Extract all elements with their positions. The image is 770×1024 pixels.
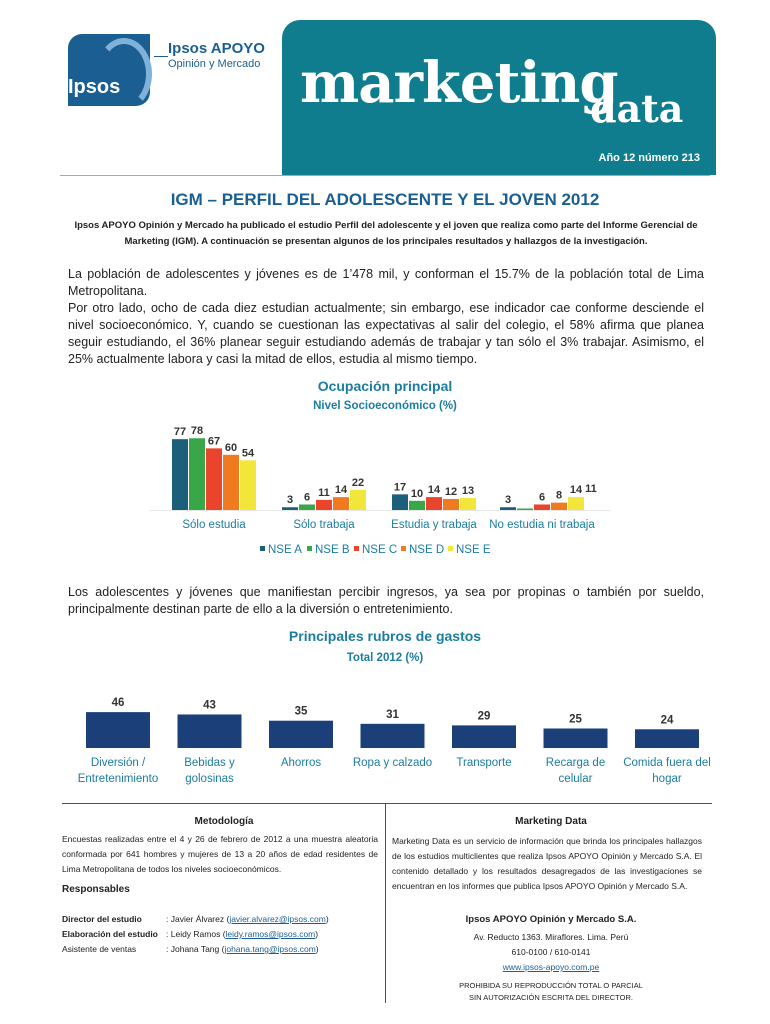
bar-1-3 xyxy=(333,497,349,510)
reproduction-notice-1: PROHIBIDA SU REPRODUCCIÓN TOTAL O PARCIAL xyxy=(459,981,643,990)
expense-category-label: Ahorros xyxy=(280,757,322,769)
expense-category-label: Ropa y calzado xyxy=(352,757,433,769)
expense-category-label: Comida fuera del xyxy=(623,757,711,769)
bar-1-2 xyxy=(316,500,332,510)
bar-0-3 xyxy=(223,455,239,510)
bar-label: 6 xyxy=(303,491,311,504)
legend-swatch xyxy=(448,546,453,551)
bar-3-2 xyxy=(534,504,550,510)
bar-0-0 xyxy=(172,439,188,510)
expense-bar xyxy=(361,724,425,748)
company-phone: 610-0100 / 610-0141 xyxy=(511,947,591,957)
occupation-chart xyxy=(150,414,620,564)
article-title: IGM – PERFIL DEL ADOLESCENTE Y EL JOVEN 2012 xyxy=(170,190,600,209)
bar-label: 77 xyxy=(173,426,187,439)
legend-label: NSE E xyxy=(456,544,491,556)
footer-vertical-divider xyxy=(385,803,386,1003)
bar-3-1 xyxy=(517,509,533,511)
article-intro: Ipsos APOYO Opinión y Mercado ha publicado el estudio Perfil del adolescente y el joven que realiza como parte del Informe Gerencial de Marketing (IGM). A continuación se presentan algunos de los principales resultados y hallazgos de la investigación. xyxy=(74,220,698,247)
brand-divider xyxy=(154,56,168,57)
expense-bar-label: 29 xyxy=(477,710,491,723)
legend-swatch xyxy=(260,546,265,551)
bar-2-4 xyxy=(460,498,476,510)
bar-label: 78 xyxy=(190,425,204,438)
expense-bar xyxy=(544,729,608,749)
expense-bar-label: 46 xyxy=(111,697,125,710)
paragraph-occupation: Por otro lado, ocho de cada diez estudian actualmente; sin embargo, ese indicador cae conforme desciende el nivel socioeconómico. Y, cuando se cuestionan las expectativas al salir del colegio, el 58% afirma que planea seguir estudiando, el 36% planear seguir estudiando además de trabajar y tan sólo el 3% trabajar. Asimismo, el 25% actualmente labora y casi la mitad de ellos, estudia al mismo tiempo. xyxy=(68,301,704,366)
brand-tagline: Opinión y Mercado xyxy=(168,58,261,70)
expense-category-label: golosinas xyxy=(185,773,234,785)
bar-1-0 xyxy=(282,507,298,510)
bar-0-1 xyxy=(189,438,205,510)
expense-bar-label: 25 xyxy=(569,713,582,726)
legend-label: NSE B xyxy=(315,544,350,556)
logo-text: Ipsos xyxy=(68,76,121,98)
expense-bar xyxy=(269,721,333,748)
expense-category-label: hogar xyxy=(652,773,682,785)
paragraph-population: La población de adolescentes y jóvenes es de 1’478 mil, y conforman el 15.7% de la población total de Lima Metropolitana. xyxy=(68,267,704,298)
resp-role-2: Elaboración del estudio xyxy=(62,929,158,939)
bar-3-4 xyxy=(568,497,584,510)
bar-label: 67 xyxy=(207,435,221,448)
bar-2-3 xyxy=(443,499,459,510)
bar-label: 22 xyxy=(351,476,365,489)
chart1-subtitle: Nivel Socioeconómico (%) xyxy=(313,400,457,412)
bar-label: 8 xyxy=(555,489,563,502)
legend-swatch xyxy=(354,546,359,551)
bar-label: 54 xyxy=(241,447,255,460)
bar-1-4 xyxy=(350,490,366,510)
paragraph-income: Los adolescentes y jóvenes que manifiestan percibir ingresos, ya sea por propinas o también por sueldo, principalmente destinan parte de ello a la diversión o entretenimiento. xyxy=(68,585,704,616)
email-link-3[interactable]: johana.tang@ipsos.com xyxy=(224,944,316,954)
category-label: Sólo trabaja xyxy=(293,519,355,531)
footer-divider xyxy=(62,803,712,804)
expense-bar-label: 43 xyxy=(203,699,216,712)
bar-2-1 xyxy=(409,501,425,510)
bar-3-0 xyxy=(500,507,516,510)
expense-category-label: Bebidas y xyxy=(184,757,235,769)
email-link-2[interactable]: leidy.ramos@ipsos.com xyxy=(225,929,316,939)
resp-role-1: Director del estudio xyxy=(62,914,142,924)
brand-name: Ipsos APOYO xyxy=(168,40,265,57)
category-label: Estudia y trabaja xyxy=(391,519,477,531)
resp-role-3: Asistente de ventas xyxy=(62,944,137,954)
publication-title: marketing xyxy=(300,50,618,116)
bar-label: 3 xyxy=(504,494,512,507)
bar-label: 11 xyxy=(318,486,330,499)
bar-2-2 xyxy=(426,497,442,510)
bar-0-4 xyxy=(240,460,256,510)
legend-swatch xyxy=(401,546,406,551)
expense-bar-label: 31 xyxy=(386,708,399,721)
category-label: No estudia ni trabaja xyxy=(489,519,595,531)
chart2-title: Principales rubros de gastos xyxy=(288,628,482,644)
expense-bar-label: 24 xyxy=(660,714,674,727)
expense-bar xyxy=(86,712,150,748)
bar-label-extra: 11 xyxy=(585,483,597,495)
expense-bar xyxy=(178,714,242,748)
bar-1-1 xyxy=(299,504,315,510)
legend-swatch xyxy=(307,546,312,551)
bar-label: 12 xyxy=(444,485,458,498)
chart1-title: Ocupación principal xyxy=(317,378,453,394)
bar-label: 14 xyxy=(569,484,583,497)
marketing-data-text: Marketing Data es un servicio de información que brinda los principales hallazgos de los estudios multiclientes que realiza Ipsos APOYO Opinión y Mercado S.A. El contenido detallado y los resultados desagregados de las investigaciones se encuentran en los informes que publica Ipsos APOYO Opinión y Mercado S.A. xyxy=(392,836,702,891)
website-link[interactable]: www.ipsos-apoyo.com.pe xyxy=(502,962,600,972)
expense-category-label: Entretenimiento xyxy=(77,773,159,785)
resp-person-1: : Javier Álvarez (javier.alvarez@ipsos.com) xyxy=(166,914,329,924)
company-name: Ipsos APOYO Opinión y Mercado S.A. xyxy=(465,914,637,925)
bar-label: 3 xyxy=(286,494,294,507)
bar-label: 14 xyxy=(334,484,348,497)
expense-bar-label: 35 xyxy=(294,705,308,718)
expense-bar xyxy=(452,725,516,748)
resp-person-3: : Johana Tang (johana.tang@ipsos.com) xyxy=(166,944,319,954)
publication-subtitle: data xyxy=(590,86,684,131)
legend-label: NSE C xyxy=(362,544,398,556)
responsables-title: Responsables xyxy=(62,884,130,895)
bar-label: 6 xyxy=(538,491,546,504)
methodology-text: Encuestas realizadas entre el 4 y 26 de febrero de 2012 a una muestra aleatoria conformada por 641 hombres y mujeres de 13 a 20 años de edad residentes de Lima Metropolitana de todos los niveles socioeconómicos. xyxy=(62,834,378,874)
methodology-title: Metodología xyxy=(194,816,254,827)
expense-category-label: Diversión / xyxy=(90,757,146,769)
bar-label: 60 xyxy=(224,441,238,454)
bar-label: 17 xyxy=(393,481,407,494)
issue-number: Año 12 número 213 xyxy=(598,152,700,164)
expense-category-label: Recarga de xyxy=(545,757,606,769)
expense-bar xyxy=(635,729,699,748)
category-label: Sólo estudia xyxy=(182,519,246,531)
bar-0-2 xyxy=(206,448,222,510)
expense-category-label: celular xyxy=(558,773,593,785)
bar-2-0 xyxy=(392,494,408,510)
email-link-1[interactable]: javier.alvarez@ipsos.com xyxy=(229,914,326,924)
expenses-chart xyxy=(60,688,720,793)
marketing-data-title: Marketing Data xyxy=(515,816,587,827)
legend-label: NSE D xyxy=(409,544,445,556)
bar-label: 10 xyxy=(410,487,424,500)
header-divider xyxy=(60,175,710,176)
bar-label: 14 xyxy=(427,484,441,497)
bar-3-3 xyxy=(551,503,567,510)
resp-person-2: : Leidy Ramos (leidy.ramos@ipsos.com) xyxy=(166,929,319,939)
reproduction-notice-2: SIN AUTORIZACIÓN ESCRITA DEL DIRECTOR. xyxy=(469,993,633,1002)
logo-arc-icon xyxy=(96,38,152,110)
chart2-subtitle: Total 2012 (%) xyxy=(346,652,424,664)
company-address: Av. Reducto 1363. Miraflores. Lima. Perú xyxy=(473,932,629,942)
expense-category-label: Transporte xyxy=(456,757,512,769)
company-website xyxy=(392,960,710,975)
bar-label: 13 xyxy=(461,485,475,498)
legend-label: NSE A xyxy=(268,544,302,556)
